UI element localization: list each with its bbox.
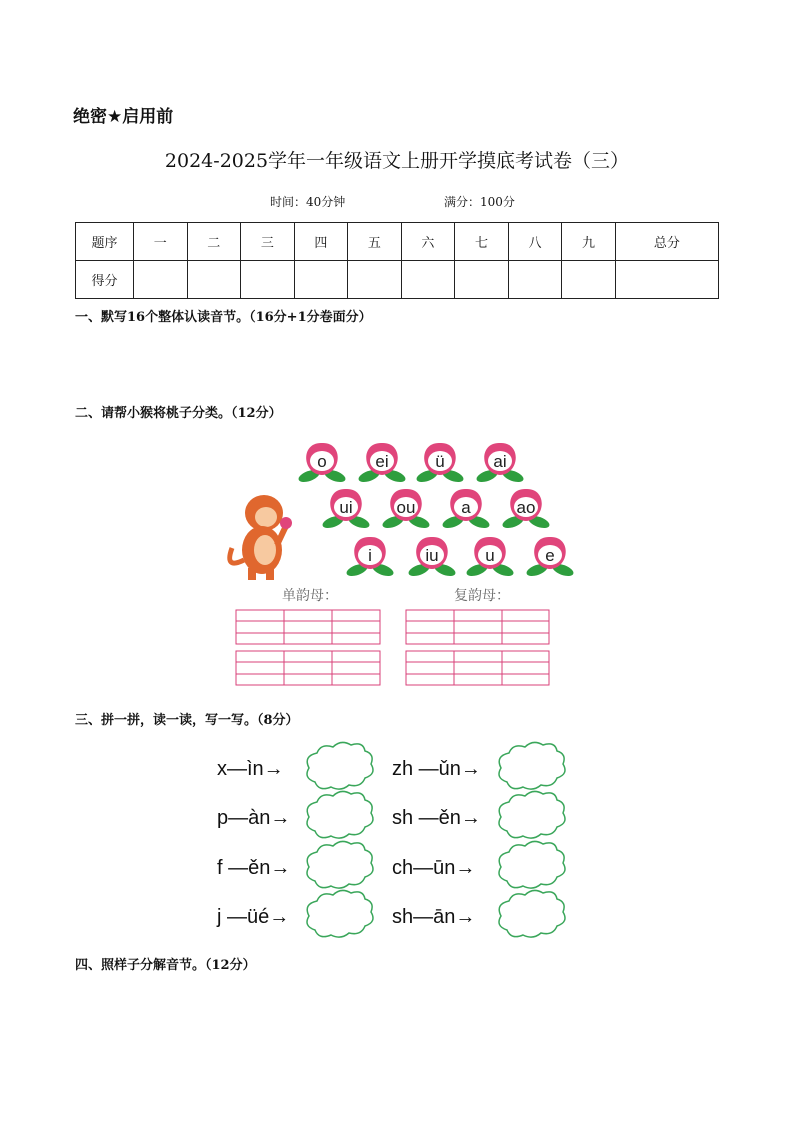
pinyin-prompt: j —üé→ [217, 906, 290, 928]
peach-label: ei [375, 452, 389, 471]
pinyin-prompt: sh —ěn→ [392, 807, 481, 829]
page-title: 2024-2025学年一年级语文上册开学摸底考试卷（三） [164, 150, 630, 172]
secret-label: 绝密★启用前 [73, 107, 174, 127]
table-cell: 八 [508, 223, 562, 261]
table-cell: 三 [241, 223, 295, 261]
table-cell: 七 [455, 223, 509, 261]
section-4-heading: 四、照样子分解音节。（12分） [75, 958, 256, 973]
peach-label: ai [493, 452, 507, 471]
table-cell: 题序 [76, 223, 134, 261]
score-input-cell[interactable] [134, 261, 188, 299]
table-cell: 四 [294, 223, 348, 261]
spelling-exercise [205, 740, 590, 940]
answer-cloud[interactable] [307, 742, 373, 789]
answer-cloud[interactable] [307, 791, 373, 838]
table-row [76, 223, 719, 261]
peach-label: ou [396, 498, 416, 517]
section-2-heading: 二、请帮小猴将桃子分类。（12分） [75, 406, 282, 421]
compound-vowel-label: 复韵母： [454, 588, 510, 604]
pinyin-prompt: x—ìn→ [217, 758, 284, 780]
pinyin-prompt: zh —ǔn→ [392, 758, 481, 780]
pinyin-prompt: ch—ūn→ [392, 857, 476, 879]
single-vowel-label: 单韵母： [282, 588, 338, 604]
score-input-cell[interactable] [187, 261, 241, 299]
table-row [76, 261, 719, 299]
answer-cloud[interactable] [499, 890, 565, 937]
score-input-cell[interactable] [455, 261, 509, 299]
section-1-heading: 一、默写16个整体认读音节。（16分+1分卷面分） [75, 310, 372, 325]
peach-label: a [461, 498, 471, 517]
table-cell: 九 [562, 223, 616, 261]
pinyin-prompt: f —ěn→ [217, 857, 291, 879]
peach-label: i [368, 546, 372, 565]
score-input-cell[interactable] [294, 261, 348, 299]
answer-cloud[interactable] [499, 841, 565, 888]
answer-cloud[interactable] [499, 742, 565, 789]
answer-cloud[interactable] [499, 791, 565, 838]
score-input-cell[interactable] [508, 261, 562, 299]
pinyin-prompt: p—àn→ [217, 807, 291, 829]
peach-sorting-illustration [222, 430, 594, 700]
peach-label: o [317, 452, 327, 471]
peach-label: iu [425, 546, 439, 565]
peach-label: ao [516, 498, 536, 517]
answer-cloud[interactable] [307, 841, 373, 888]
table-cell: 得分 [76, 261, 134, 299]
peach-label: u [485, 546, 495, 565]
exam-time: 时间：40分钟 [270, 195, 346, 209]
peach-label: ui [339, 498, 353, 517]
section-3-heading: 三、拼一拼，读一读，写一写。（8分） [75, 713, 299, 728]
pinyin-prompt: sh—ān→ [392, 906, 476, 928]
peach-label: e [545, 546, 555, 565]
answer-cloud[interactable] [307, 890, 373, 937]
peach-label: ü [435, 452, 445, 471]
score-input-cell[interactable] [401, 261, 455, 299]
table-cell: 五 [348, 223, 402, 261]
score-input-cell[interactable] [615, 261, 718, 299]
score-table [75, 222, 719, 299]
table-cell: 二 [187, 223, 241, 261]
table-cell: 总分 [615, 223, 718, 261]
exam-score: 满分：100分 [444, 195, 515, 209]
table-cell: 六 [401, 223, 455, 261]
score-input-cell[interactable] [562, 261, 616, 299]
score-input-cell[interactable] [241, 261, 295, 299]
table-cell: 一 [134, 223, 188, 261]
score-input-cell[interactable] [348, 261, 402, 299]
